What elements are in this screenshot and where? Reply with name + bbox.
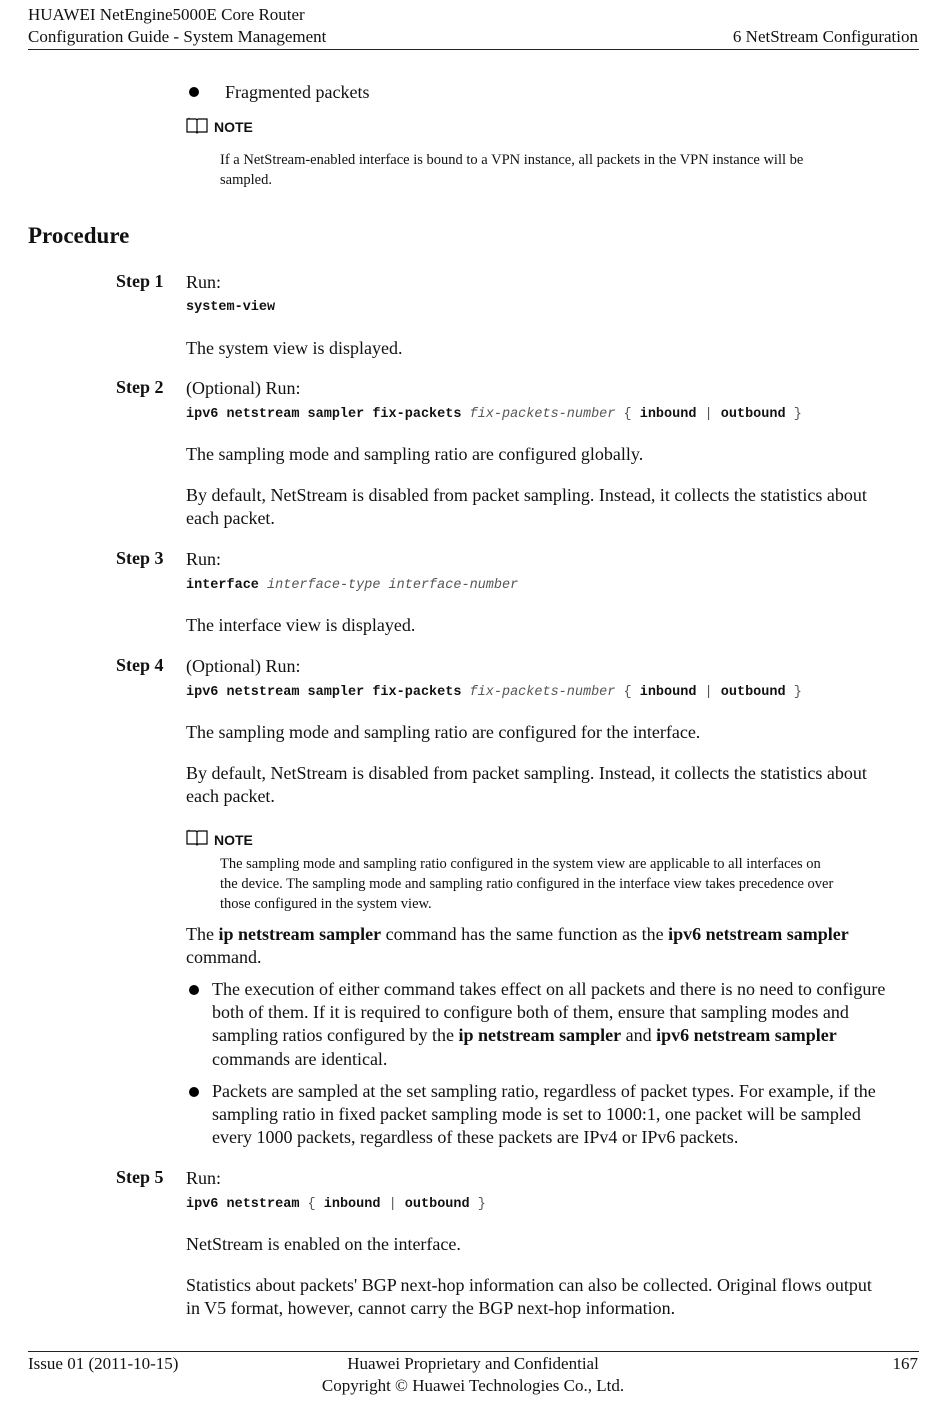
note-text-line: the device. The sampling mode and sampling ratio configured in the interface view takes precedence over	[220, 876, 834, 892]
command-parameter: fix-packets-number	[469, 685, 616, 700]
bullet-fragmented-packets: Fragmented packets	[225, 82, 370, 102]
footer-page-number: 167	[892, 1354, 918, 1373]
note-book-icon	[186, 117, 208, 134]
step-intro: (Optional) Run:	[186, 378, 301, 398]
bullet-line: both of them. If it is required to configure both of them, ensure that sampling modes and	[212, 1002, 849, 1022]
command-line	[186, 685, 802, 700]
step-extra-line: By default, NetStream is disabled from packet sampling. Instead, it collects the statistics about	[186, 485, 867, 505]
step-intro: (Optional) Run:	[186, 656, 301, 676]
command-keyword: interface	[186, 578, 259, 593]
command-line	[186, 1197, 486, 1212]
command-parameter: fix-packets-number	[469, 407, 616, 422]
note-text-line: If a NetStream-enabled interface is bound to a VPN instance, all packets in the VPN instance will be	[220, 152, 804, 168]
note-book-icon	[186, 829, 208, 846]
command-line	[186, 407, 802, 422]
command-keyword: ipv6 netstream	[186, 1197, 300, 1212]
bullet-line: commands are identical.	[212, 1049, 388, 1069]
command-keyword: system-view	[186, 300, 276, 315]
note-label: NOTE	[214, 832, 253, 848]
step-intro: Run:	[186, 1168, 222, 1188]
note-label: NOTE	[214, 119, 253, 135]
step-label: Step 2	[116, 377, 164, 397]
command-line	[186, 578, 518, 593]
step-description: NetStream is enabled on the interface.	[186, 1234, 461, 1254]
command-keyword: ipv6 netstream sampler fix-packets	[186, 685, 462, 700]
bullet-icon	[189, 87, 199, 97]
step-description: The sampling mode and sampling ratio are configured for the interface.	[186, 722, 701, 742]
command-separator: |	[704, 685, 713, 700]
bullet-line: Packets are sampled at the set sampling ratio, regardless of packet types. For example, if the	[212, 1081, 876, 1101]
bullet-icon	[189, 985, 199, 995]
step-description: The system view is displayed.	[186, 338, 403, 358]
step-extra-line: each packet.	[186, 508, 275, 528]
command-line	[186, 300, 275, 315]
step-extra-line: in V5 format, however, cannot carry the BGP next-hop information.	[186, 1298, 676, 1318]
bullet-line: every 1000 packets, regardless of these packets are IPv4 or IPv6 packets.	[212, 1127, 739, 1147]
paragraph-same-function: The ip netstream sampler command has the same function as the ipv6 netstream sampler	[186, 924, 849, 944]
bullet-line: sampling ratios configured by the ip netstream sampler and ipv6 netstream sampler	[212, 1025, 837, 1045]
command-separator: |	[388, 1197, 397, 1212]
command-keyword: outbound	[404, 1197, 470, 1212]
command-brace: }	[793, 685, 802, 700]
footer-divider	[28, 1351, 919, 1352]
step-label: Step 1	[116, 271, 164, 291]
note-text-line: sampled.	[220, 172, 272, 188]
step-extra-line: Statistics about packets' BGP next-hop information can also be collected. Original flows output	[186, 1275, 872, 1295]
header-divider	[28, 49, 919, 50]
header-product-title: HUAWEI NetEngine5000E Core Router	[28, 5, 305, 24]
step-label: Step 4	[116, 655, 164, 675]
bullet-icon	[189, 1087, 199, 1097]
note-text-line: those configured in the system view.	[220, 896, 432, 912]
command-brace: {	[623, 685, 632, 700]
step-label: Step 5	[116, 1167, 164, 1187]
step-extra-line: each packet.	[186, 786, 275, 806]
command-keyword: outbound	[720, 685, 786, 700]
step-description: The sampling mode and sampling ratio are configured globally.	[186, 444, 644, 464]
command-keyword: inbound	[639, 685, 697, 700]
footer-issue: Issue 01 (2011-10-15)	[28, 1354, 179, 1373]
command-brace: {	[623, 407, 632, 422]
command-brace: {	[307, 1197, 316, 1212]
note-text-line: The sampling mode and sampling ratio configured in the system view are applicable to all interfaces on	[220, 856, 821, 872]
step-intro: Run:	[186, 549, 222, 569]
command-keyword: ipv6 netstream sampler fix-packets	[186, 407, 462, 422]
paragraph-line: command.	[186, 947, 262, 967]
bullet-line: sampling ratio in fixed packet sampling mode is set to 1000:1, one packet will be sampled	[212, 1104, 861, 1124]
header-chapter: 6 NetStream Configuration	[732, 27, 918, 46]
command-keyword: inbound	[323, 1197, 381, 1212]
step-extra-line: By default, NetStream is disabled from packet sampling. Instead, it collects the statistics about	[186, 763, 867, 783]
command-parameter: interface-type interface-number	[267, 578, 519, 593]
command-keyword: inbound	[639, 407, 697, 422]
footer-confidential: Huawei Proprietary and Confidential	[347, 1354, 599, 1373]
step-description: The interface view is displayed.	[186, 615, 416, 635]
header-guide-title: Configuration Guide - System Management	[28, 27, 327, 46]
step-label: Step 3	[116, 548, 164, 568]
command-brace: }	[793, 407, 802, 422]
step-intro: Run:	[186, 272, 222, 292]
section-title-procedure: Procedure	[28, 223, 130, 248]
command-brace: }	[477, 1197, 486, 1212]
command-keyword: outbound	[720, 407, 786, 422]
command-separator: |	[704, 407, 713, 422]
footer-copyright: Copyright © Huawei Technologies Co., Ltd.	[321, 1376, 625, 1395]
bullet-line: The execution of either command takes effect on all packets and there is no need to configure	[212, 979, 886, 999]
